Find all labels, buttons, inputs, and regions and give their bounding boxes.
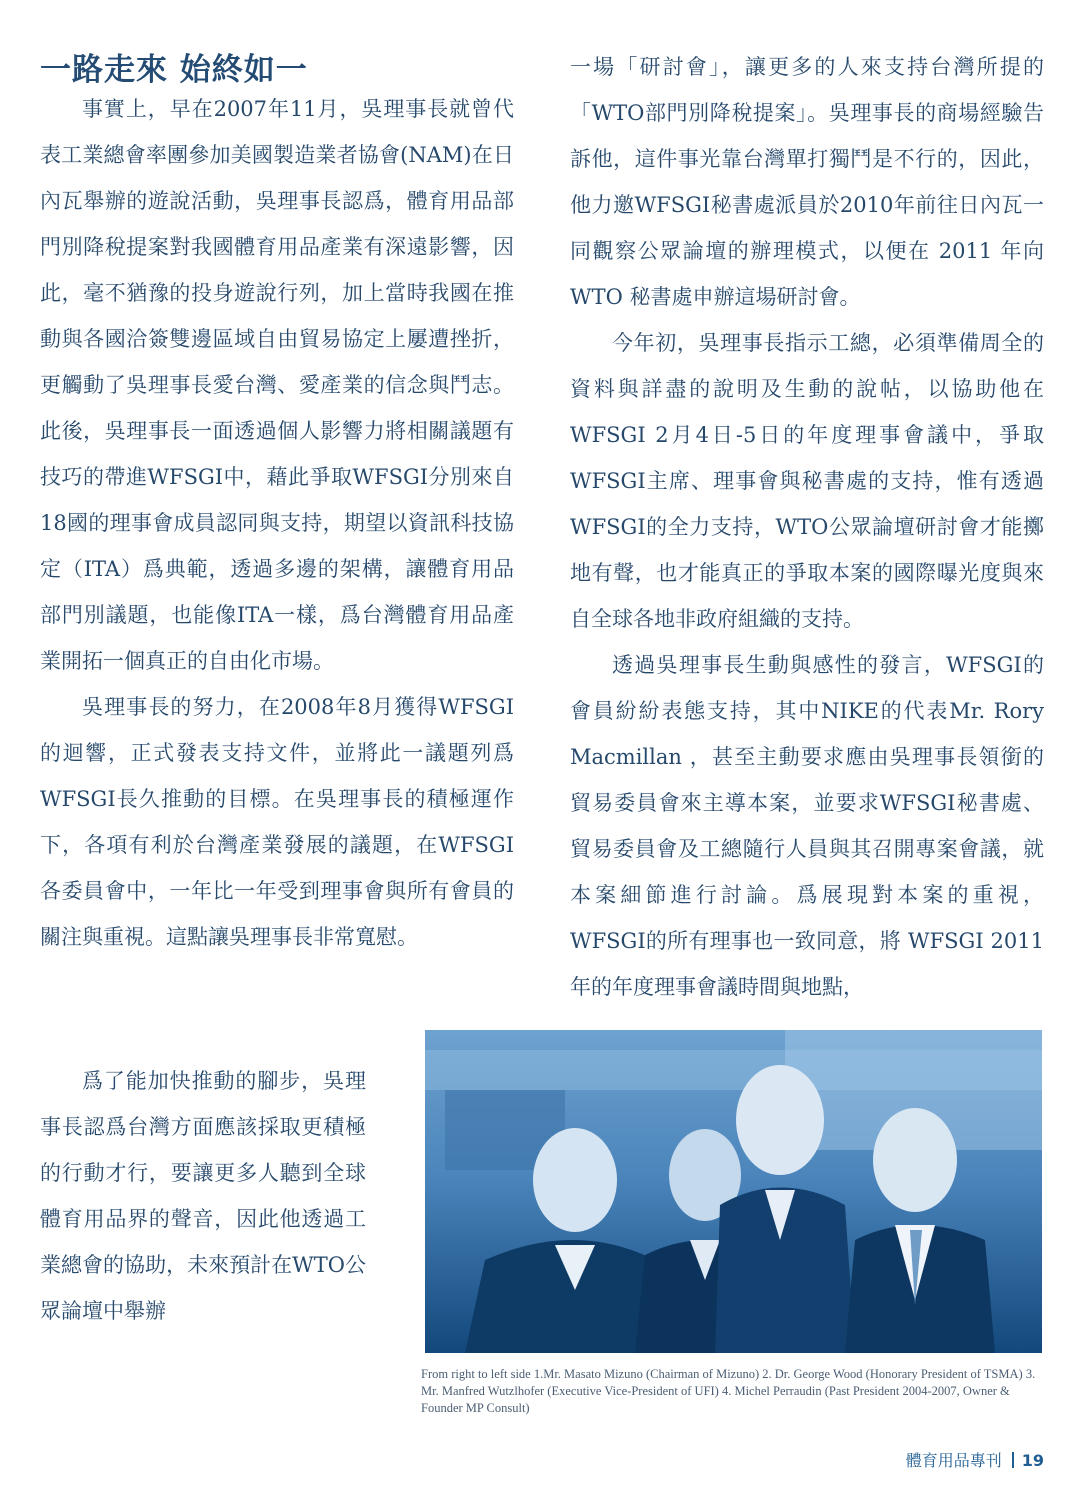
publication-name: 體育用品專刊: [905, 1451, 1002, 1470]
page-footer: [906, 1448, 1044, 1471]
paragraph: 今年初，吳理事長指示工總，必須準備周全的資料與詳盡的說明及生動的說帖，以協助他在 WFSGI 2月4日-5日的年度理事會議中，爭取WFSGI主席、理事會與秘書處的支持，惟有透過WFSGI的全力支持，WTO公眾論壇研討會才能擲地有聲，也才能真正的爭取本案的國際曝光度與來自全球各地非政府組織的支持。: [570, 331, 1044, 631]
group-photo: [425, 1030, 1042, 1353]
paragraph: 吳理事長的努力，在2008年8月獲得WFSGI的迴響，正式發表支持文件，並將此一議題列爲WFSGI長久推動的目標。在吳理事長的積極運作下，各項有利於台灣產業發展的議題，在WFSGI各委員會中，一年比一年受到理事會與所有會員的關注與重視。這點讓吳理事長非常寬慰。: [40, 695, 514, 949]
footer-divider: [1012, 1452, 1014, 1468]
paragraph: 事實上，早在2007年11月，吳理事長就曾代表工業總會率團參加美國製造業者協會(NAM)在日內瓦舉辦的遊說活動，吳理事長認爲，體育用品部門別降稅提案對我國體育用品產業有深遠影響，因此，毫不猶豫的投身遊說行列，加上當時我國在推動與各國洽簽雙邊區域自由貿易協定上屢遭挫折，更觸動了吳理事長愛台灣、愛產業的信念與鬥志。此後，吳理事長一面透過個人影響力將相關議題有技巧的帶進WFSGI中，藉此爭取WFSGI分別來自18國的理事會成員認同與支持，期望以資訊科技協定（ITA）爲典範，透過多邊的架構，讓體育用品部門別議題，也能像ITA一樣，爲台灣體育用品產業開拓一個真正的自由化市場。: [40, 97, 514, 673]
paragraph: 透過吳理事長生動與感性的發言，WFSGI的會員紛紛表態支持，其中NIKE的代表Mr. Rory Macmillan ，甚至主動要求應由吳理事長領銜的貿易委員會來主導本案，並要求WFSGI秘書處、貿易委員會及工總隨行人員與其召開專案會議，就本案細節進行討論。爲展現對本案的重視，WFSGI的所有理事也一致同意，將 WFSGI 2011年的年度理事會議時間與地點，: [570, 653, 1044, 999]
left-bottom-column: [40, 1058, 366, 1334]
right-column: [570, 44, 1044, 1010]
photo-caption: From right to left side 1.Mr. Masato Mizuno (Chairman of Mizuno) 2. Dr. George Wood (Honorary President of TSMA) 3. Mr. Manfred Wutzlhofer (Executive Vice-President of UFI) 4. Michel Perraudin (Past President 2004-2007, Owner & Founder MP Consult): [421, 1367, 1036, 1415]
paragraph: 一場「研討會」，讓更多的人來支持台灣所提的「WTO部門別降稅提案」。吳理事長的商場經驗告訴他，這件事光靠台灣單打獨鬥是不行的，因此，他力邀WFSGI秘書處派員於2010年前往日內瓦一同觀察公眾論壇的辦理模式，以便在 2011 年向 WTO 秘書處申辦這場研討會。: [570, 55, 1044, 309]
page-title: 一路走來 始終如一: [40, 52, 308, 88]
page-number: 19: [1021, 1451, 1044, 1470]
paragraph: 爲了能加快推動的腳步，吳理事長認爲台灣方面應該採取更積極的行動才行，要讓更多人聽到全球體育用品界的聲音，因此他透過工業總會的協助，未來預計在WTO公眾論壇中舉辦: [40, 1069, 366, 1323]
left-column: [40, 86, 514, 960]
